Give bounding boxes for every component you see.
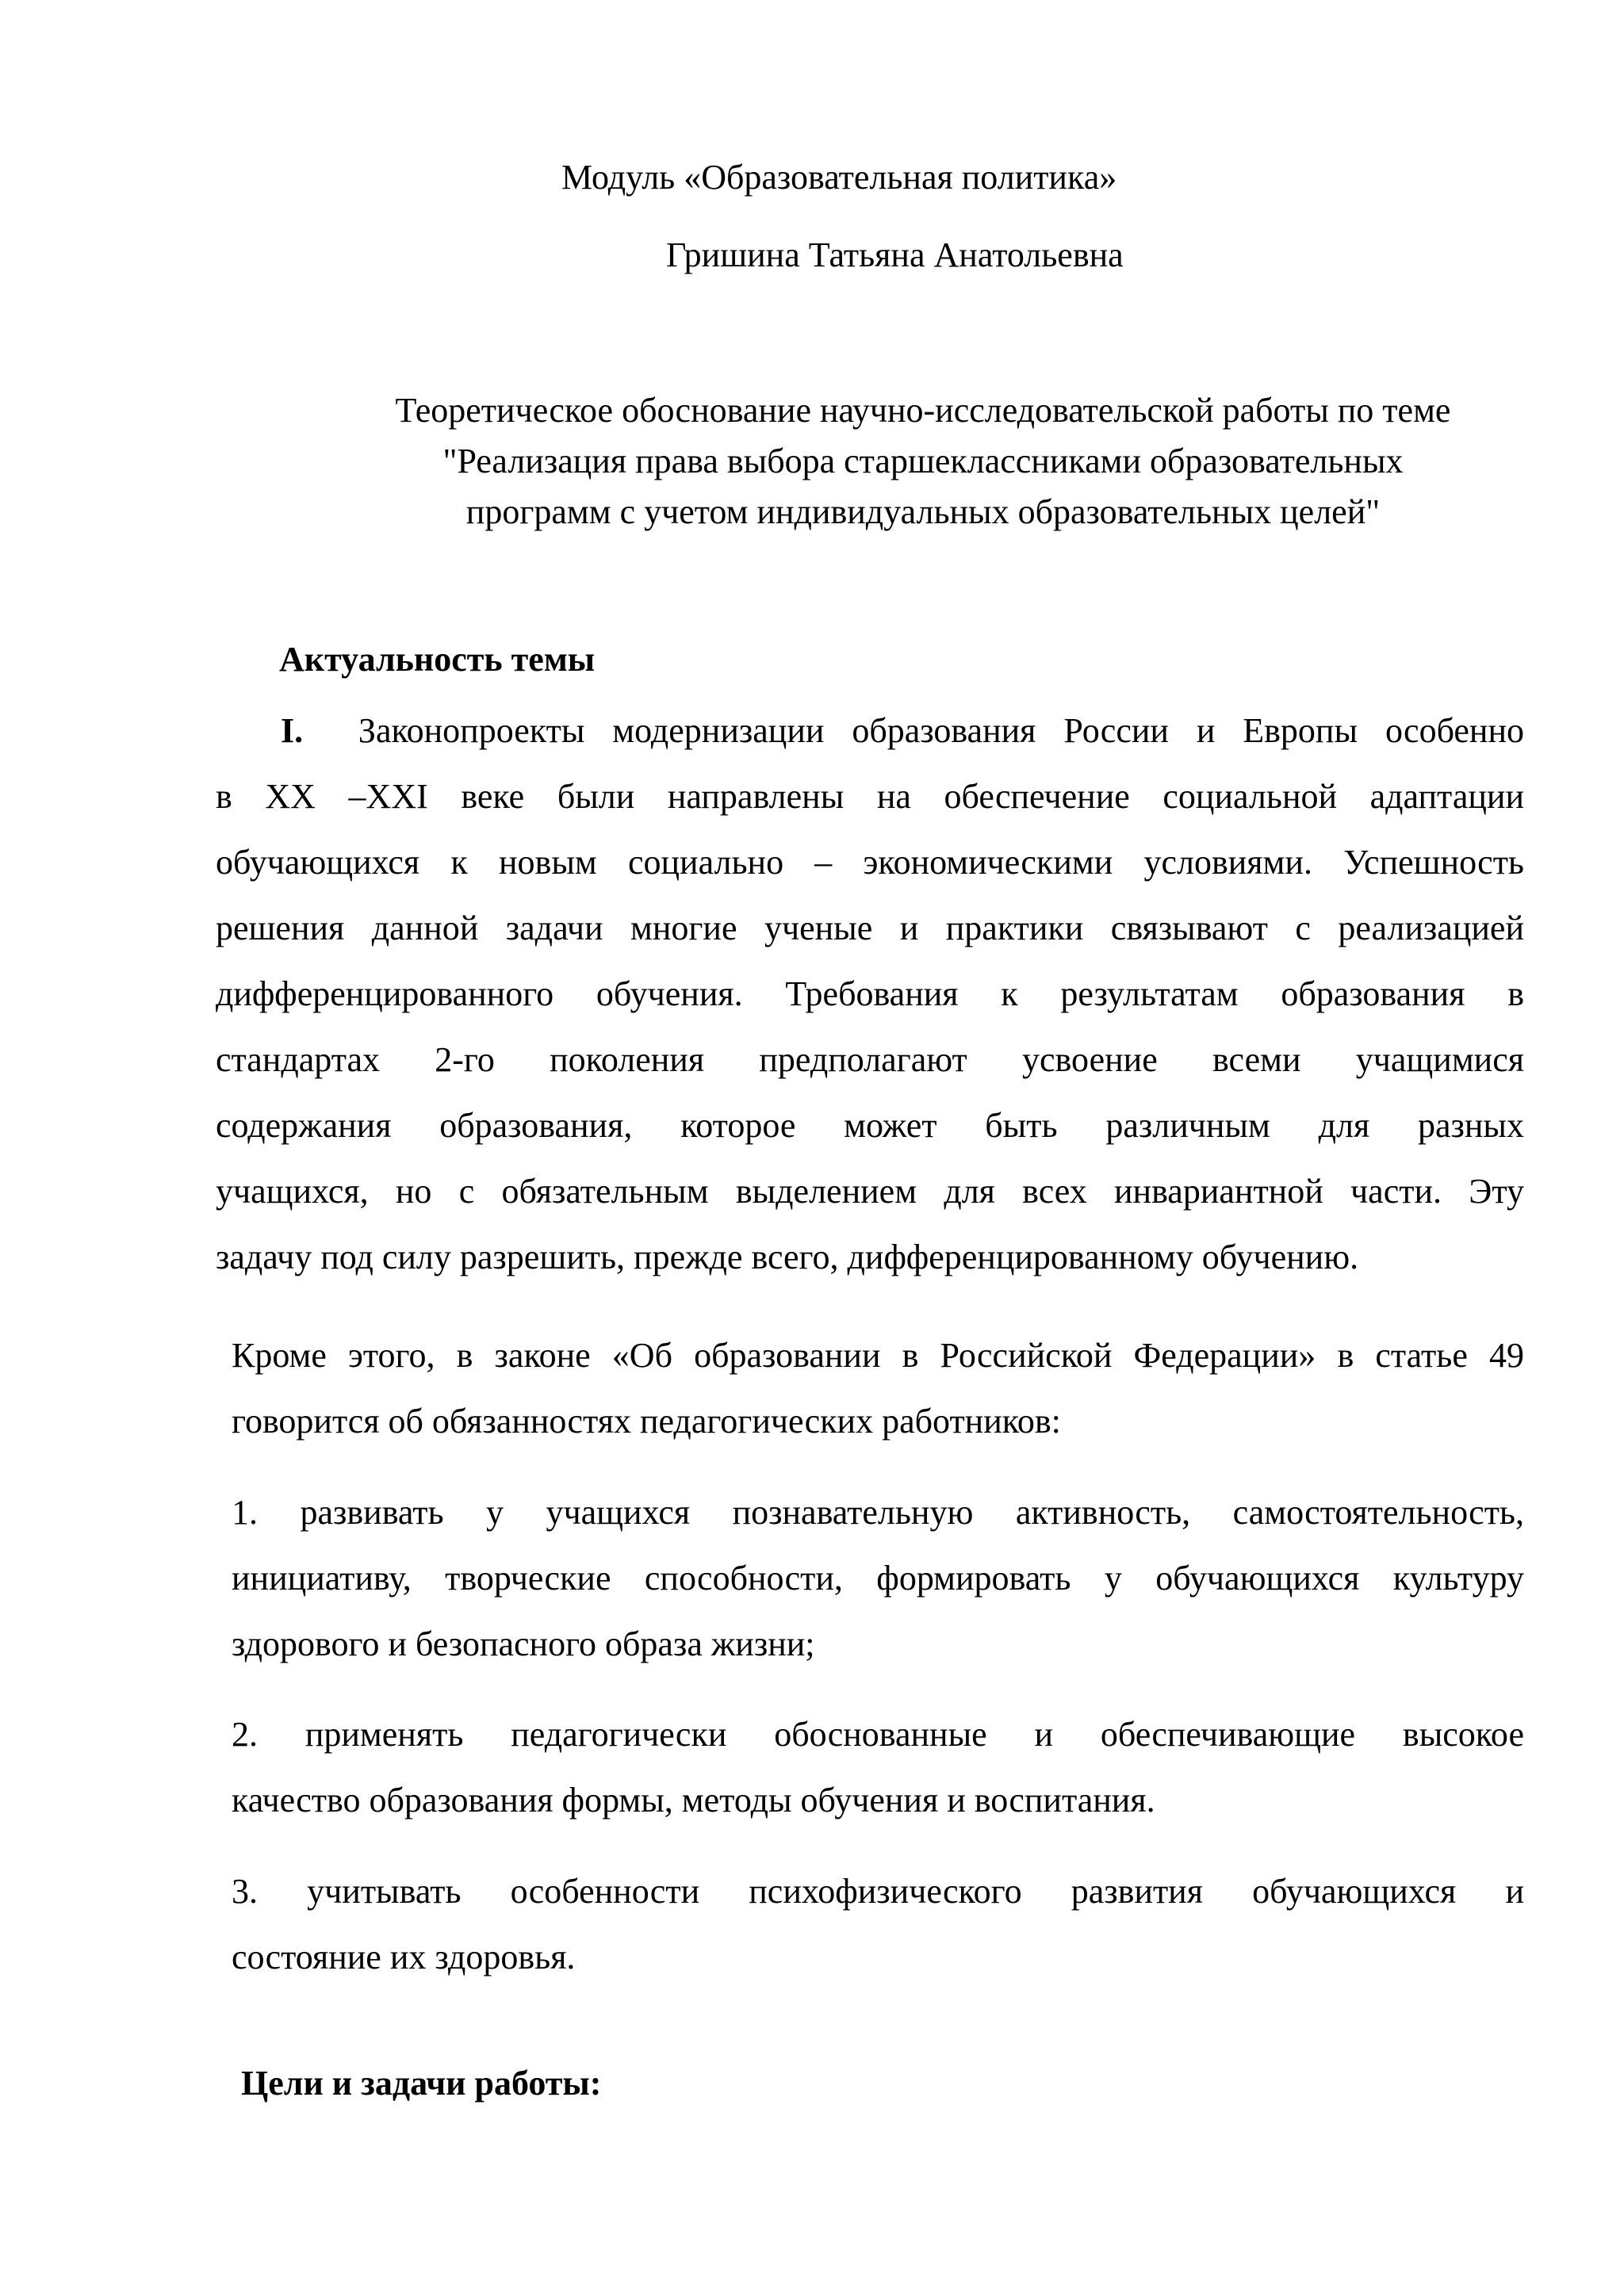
relevance-line-9: задачу под силу разрешить, прежде всего, дифференцированному обучению. bbox=[216, 1238, 1359, 1276]
relevance-line-4: решения данной задачи многие ученые и практики связывают с реализацией bbox=[216, 909, 1524, 947]
goals-heading: Цели и задачи работы: bbox=[241, 2064, 602, 2103]
duty-3-line-2: состояние их здоровья. bbox=[232, 1938, 576, 1976]
duty-item-1 bbox=[232, 1479, 1524, 1677]
relevance-paragraph bbox=[216, 698, 1524, 1290]
author-name: Гришина Татьяна Анатольевна bbox=[666, 235, 1124, 274]
duty-item-3 bbox=[232, 1858, 1524, 1990]
relevance-line-7: содержания образования, которое может быть различным для разных bbox=[216, 1106, 1524, 1145]
work-title-line-1: Теоретическое обоснование научно-исследовательской работы по теме bbox=[395, 391, 1451, 430]
duty-3-line-1: 3. учитывать особенности психофизического развития обучающихся и bbox=[232, 1872, 1524, 1911]
duty-2-line-2: качество образования формы, методы обучения и воспитания. bbox=[232, 1781, 1155, 1820]
module-title: Модуль «Образовательная политика» bbox=[561, 158, 1117, 197]
relevance-line-1: I. Законопроекты модернизации образования России и Европы особенно bbox=[281, 711, 1524, 750]
law-line-2: говорится об обязанностях педагогических работников: bbox=[232, 1402, 1061, 1441]
relevance-line-2: в XX –XXI веке были направлены на обеспечение социальной адаптации bbox=[216, 777, 1524, 816]
relevance-line-3: обучающихся к новым социально – экономическими условиями. Успешность bbox=[216, 843, 1524, 882]
law-paragraph bbox=[232, 1322, 1524, 1454]
work-title-line-2: "Реализация права выбора старшеклассниками образовательных bbox=[442, 442, 1404, 480]
relevance-line-5: дифференцированного обучения. Требования к результатам образования в bbox=[216, 974, 1524, 1013]
work-title-line-3: программ с учетом индивидуальных образовательных целей" bbox=[465, 492, 1381, 531]
duty-item-2 bbox=[232, 1701, 1524, 1833]
section-numeral: I. bbox=[281, 711, 304, 750]
relevance-line-6: стандартах 2-го поколения предполагают усвоение всеми учащимися bbox=[216, 1040, 1524, 1079]
relevance-line-8: учащихся, но с обязательным выделением для всех инвариантной части. Эту bbox=[216, 1172, 1524, 1211]
duty-2-line-1: 2. применять педагогически обоснованные и обеспечивающие высокое bbox=[232, 1715, 1524, 1754]
duty-1-line-1: 1. развивать у учащихся познавательную активность, самостоятельность, bbox=[232, 1493, 1524, 1532]
relevance-heading: Актуальность темы bbox=[279, 640, 596, 679]
duty-1-line-2: инициативу, творческие способности, формировать у обучающихся культуру bbox=[232, 1559, 1524, 1598]
duty-1-line-3: здорового и безопасного образа жизни; bbox=[232, 1624, 815, 1663]
law-line-1: Кроме этого, в законе «Об образовании в Российской Федерации» в статье 49 bbox=[232, 1336, 1524, 1375]
